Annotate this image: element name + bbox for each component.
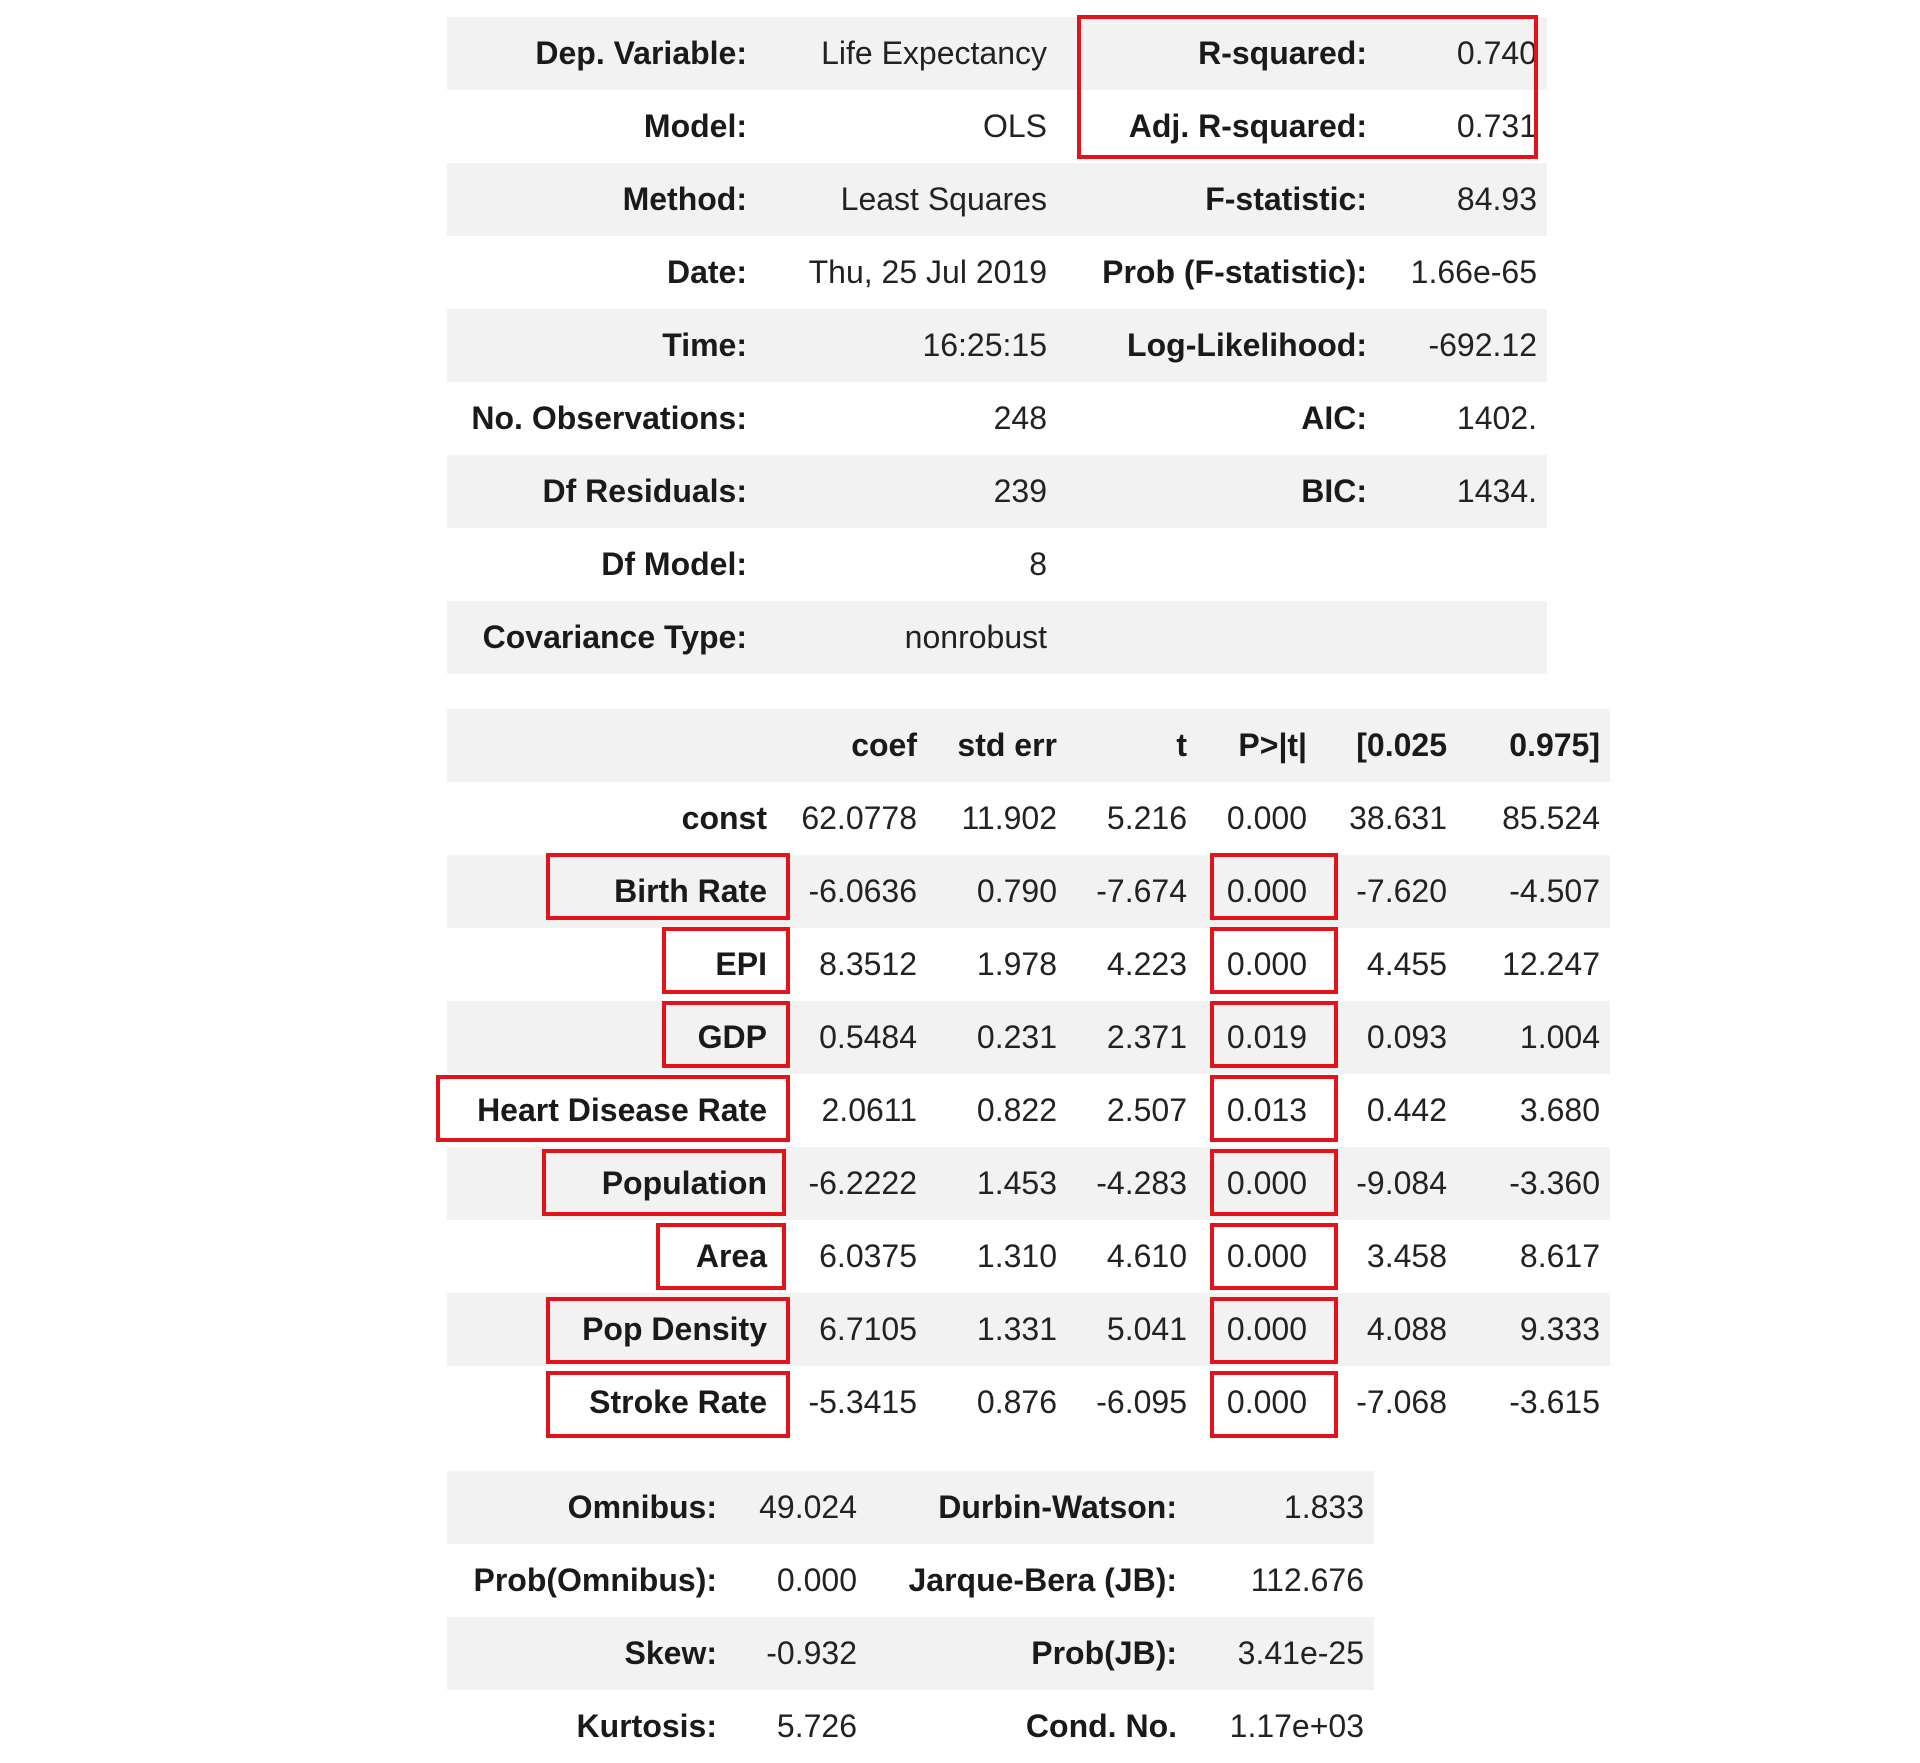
summary-row bbox=[447, 17, 1547, 90]
summary-value: Least Squares bbox=[757, 163, 1057, 236]
summary-label: BIC: bbox=[1057, 455, 1377, 528]
summary-row bbox=[447, 601, 1547, 674]
t-value: 2.507 bbox=[1106, 1092, 1187, 1128]
ci-lower-value: 0.093 bbox=[1317, 1001, 1457, 1074]
coef-row bbox=[447, 1293, 1610, 1366]
variable-name: Stroke Rate bbox=[589, 1384, 767, 1420]
summary-label: Date: bbox=[666, 254, 747, 290]
summary-value: 248 bbox=[993, 400, 1047, 436]
summary-row bbox=[447, 90, 1547, 163]
coefficients-table bbox=[447, 709, 1610, 1439]
summary-label: Adj. R-squared: bbox=[1128, 108, 1367, 144]
ci-upper-value: -4.507 bbox=[1457, 855, 1610, 928]
summary-label: Df Model: bbox=[601, 546, 747, 582]
p-value: 0.013 bbox=[1226, 1092, 1307, 1128]
ci-upper-value: 8.617 bbox=[1519, 1238, 1600, 1274]
diagnostics-value: 1.833 bbox=[1187, 1471, 1374, 1544]
summary-label: Log-Likelihood: bbox=[1057, 309, 1377, 382]
coef-value: 2.0611 bbox=[821, 1092, 917, 1128]
coef-value: -6.0636 bbox=[777, 855, 927, 928]
diagnostics-value: 1.17e+03 bbox=[1229, 1708, 1364, 1744]
coef-header: std err bbox=[927, 709, 1067, 782]
coef-row bbox=[447, 1001, 1610, 1074]
ci-lower-value: -7.068 bbox=[1356, 1384, 1447, 1420]
summary-row bbox=[447, 455, 1547, 528]
variable-name: Area bbox=[695, 1238, 767, 1274]
coef-header: P>|t| bbox=[1197, 709, 1317, 782]
diagnostics-row bbox=[447, 1544, 1374, 1617]
variable-name: Birth Rate bbox=[447, 855, 777, 928]
diagnostics-row bbox=[447, 1471, 1374, 1544]
t-value: -7.674 bbox=[1067, 855, 1197, 928]
summary-value: 1402. bbox=[1456, 400, 1537, 436]
t-value: 5.216 bbox=[1106, 800, 1187, 836]
ci-lower-value: -7.620 bbox=[1317, 855, 1457, 928]
summary-value: nonrobust bbox=[757, 601, 1057, 674]
summary-row bbox=[447, 528, 1547, 601]
coef-header: t bbox=[1067, 709, 1197, 782]
diagnostics-value: 49.024 bbox=[727, 1471, 867, 1544]
summary-value: OLS bbox=[982, 108, 1047, 144]
p-value: 0.019 bbox=[1197, 1001, 1317, 1074]
diagnostics-label: Kurtosis: bbox=[576, 1708, 717, 1744]
summary-value: 0.740 bbox=[1377, 17, 1547, 90]
summary-label: Df Residuals: bbox=[447, 455, 757, 528]
diagnostics-label: Skew: bbox=[447, 1617, 727, 1690]
coef-row bbox=[447, 1220, 1610, 1293]
summary-value: 239 bbox=[757, 455, 1057, 528]
summary-value: 16:25:15 bbox=[757, 309, 1057, 382]
std-err-value: 1.453 bbox=[927, 1147, 1067, 1220]
ci-upper-value: 1.004 bbox=[1457, 1001, 1610, 1074]
diagnostics-table bbox=[447, 1471, 1374, 1763]
diagnostics-value: 0.000 bbox=[776, 1562, 857, 1598]
p-value: 0.000 bbox=[1197, 855, 1317, 928]
summary-row bbox=[447, 382, 1547, 455]
coef-value: -6.2222 bbox=[777, 1147, 927, 1220]
coef-value: -5.3415 bbox=[808, 1384, 917, 1420]
summary-value: 8 bbox=[1029, 546, 1047, 582]
summary-label: Time: bbox=[447, 309, 757, 382]
diagnostics-label: Jarque-Bera (JB): bbox=[908, 1562, 1177, 1598]
t-value: -6.095 bbox=[1096, 1384, 1187, 1420]
coef-value: 6.7105 bbox=[777, 1293, 927, 1366]
summary-label: Dep. Variable: bbox=[447, 17, 757, 90]
std-err-value: 1.331 bbox=[927, 1293, 1067, 1366]
model-summary-table bbox=[447, 17, 1547, 674]
diagnostics-value: -0.932 bbox=[727, 1617, 867, 1690]
std-err-value: 0.876 bbox=[976, 1384, 1057, 1420]
coef-row bbox=[447, 928, 1610, 1001]
diagnostics-label: Prob(JB): bbox=[867, 1617, 1187, 1690]
summary-label: Model: bbox=[643, 108, 747, 144]
p-value: 0.000 bbox=[1226, 1238, 1307, 1274]
summary-label: Prob (F-statistic): bbox=[1102, 254, 1367, 290]
std-err-value: 0.790 bbox=[927, 855, 1067, 928]
t-value: 4.610 bbox=[1106, 1238, 1187, 1274]
summary-label bbox=[1057, 601, 1377, 674]
summary-label: AIC: bbox=[1301, 400, 1367, 436]
variable-name: EPI bbox=[715, 946, 767, 982]
ci-upper-value: -3.360 bbox=[1457, 1147, 1610, 1220]
coef-row bbox=[447, 855, 1610, 928]
summary-label: R-squared: bbox=[1057, 17, 1377, 90]
std-err-value: 0.231 bbox=[927, 1001, 1067, 1074]
coef-row bbox=[447, 1366, 1610, 1439]
coef-row bbox=[447, 1147, 1610, 1220]
diagnostics-label: Durbin-Watson: bbox=[867, 1471, 1187, 1544]
coef-row bbox=[447, 782, 1610, 855]
summary-label: No. Observations: bbox=[471, 400, 747, 436]
coef-row bbox=[447, 1074, 1610, 1147]
variable-name: const bbox=[681, 800, 767, 836]
variable-name: Heart Disease Rate bbox=[477, 1092, 767, 1128]
std-err-value: 11.902 bbox=[961, 800, 1057, 836]
summary-value: 1.66e-65 bbox=[1410, 254, 1537, 290]
ci-lower-value: 38.631 bbox=[1349, 800, 1447, 836]
summary-row bbox=[447, 163, 1547, 236]
summary-value: 0.731 bbox=[1456, 108, 1537, 144]
ci-upper-value: 85.524 bbox=[1502, 800, 1600, 836]
ci-upper-value: -3.615 bbox=[1509, 1384, 1600, 1420]
variable-name: Pop Density bbox=[447, 1293, 777, 1366]
summary-label: Method: bbox=[447, 163, 757, 236]
ci-upper-value: 9.333 bbox=[1457, 1293, 1610, 1366]
diagnostics-row bbox=[447, 1617, 1374, 1690]
p-value: 0.000 bbox=[1226, 946, 1307, 982]
coef-value: 0.5484 bbox=[777, 1001, 927, 1074]
t-value: 2.371 bbox=[1067, 1001, 1197, 1074]
summary-value bbox=[1377, 601, 1547, 674]
summary-label bbox=[1057, 528, 1377, 601]
p-value: 0.000 bbox=[1197, 1147, 1317, 1220]
coef-header: coef bbox=[777, 709, 927, 782]
p-value: 0.000 bbox=[1197, 1293, 1317, 1366]
ci-lower-value: 3.458 bbox=[1366, 1238, 1447, 1274]
diagnostics-value: 5.726 bbox=[776, 1708, 857, 1744]
summary-value: 84.93 bbox=[1377, 163, 1547, 236]
coef-value: 8.3512 bbox=[819, 946, 917, 982]
coef-header: [0.025 bbox=[1317, 709, 1457, 782]
summary-label: F-statistic: bbox=[1057, 163, 1377, 236]
summary-value: 1434. bbox=[1377, 455, 1547, 528]
t-value: 4.223 bbox=[1106, 946, 1187, 982]
diagnostics-label: Cond. No. bbox=[1025, 1708, 1177, 1744]
diagnostics-label: Omnibus: bbox=[447, 1471, 727, 1544]
summary-row bbox=[447, 309, 1547, 382]
summary-value: Life Expectancy bbox=[757, 17, 1057, 90]
summary-value bbox=[1377, 528, 1547, 601]
ci-lower-value: 0.442 bbox=[1366, 1092, 1447, 1128]
ci-lower-value: -9.084 bbox=[1317, 1147, 1457, 1220]
t-value: 5.041 bbox=[1067, 1293, 1197, 1366]
coef-value: 62.0778 bbox=[801, 800, 917, 836]
ci-lower-value: 4.088 bbox=[1317, 1293, 1457, 1366]
summary-value: Thu, 25 Jul 2019 bbox=[808, 254, 1047, 290]
coef-value: 6.0375 bbox=[819, 1238, 917, 1274]
variable-name: Population bbox=[447, 1147, 777, 1220]
std-err-value: 1.310 bbox=[976, 1238, 1057, 1274]
t-value: -4.283 bbox=[1067, 1147, 1197, 1220]
coef-header-row bbox=[447, 709, 1610, 782]
p-value: 0.000 bbox=[1226, 1384, 1307, 1420]
ci-upper-value: 3.680 bbox=[1519, 1092, 1600, 1128]
ci-lower-value: 4.455 bbox=[1366, 946, 1447, 982]
variable-name: GDP bbox=[447, 1001, 777, 1074]
ci-upper-value: 12.247 bbox=[1502, 946, 1600, 982]
p-value: 0.000 bbox=[1226, 800, 1307, 836]
summary-value: -692.12 bbox=[1377, 309, 1547, 382]
std-err-value: 1.978 bbox=[976, 946, 1057, 982]
diagnostics-value: 112.676 bbox=[1250, 1562, 1364, 1598]
diagnostics-row bbox=[447, 1690, 1374, 1763]
diagnostics-label: Prob(Omnibus): bbox=[473, 1562, 717, 1598]
summary-row bbox=[447, 236, 1547, 309]
diagnostics-value: 3.41e-25 bbox=[1187, 1617, 1374, 1690]
coef-header: 0.975] bbox=[1457, 709, 1610, 782]
summary-label: Covariance Type: bbox=[447, 601, 757, 674]
coef-header bbox=[447, 709, 777, 782]
std-err-value: 0.822 bbox=[976, 1092, 1057, 1128]
